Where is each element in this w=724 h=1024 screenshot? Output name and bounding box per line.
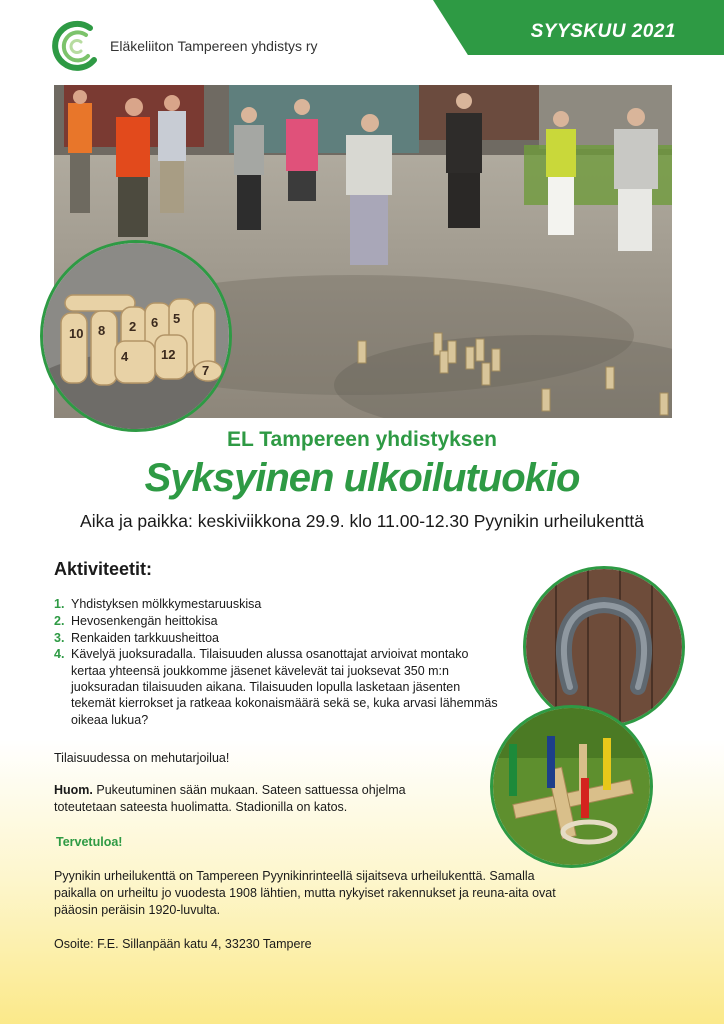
svg-text:2: 2 (129, 319, 137, 334)
svg-text:5: 5 (173, 311, 181, 326)
activity-item (54, 596, 504, 612)
svg-text:6: 6 (151, 315, 159, 330)
note-text: Pukeutuminen sään mukaan. Sateen sattuessa ohjelma toteutetaan sateesta huolimatta. Stadionilla on katos. (54, 783, 406, 814)
activity-number: 2. (54, 613, 65, 628)
date-banner-text: SYYSKUU 2021 (530, 21, 676, 42)
organization-name: Eläkeliiton Tampereen yhdistys ry (110, 38, 318, 54)
svg-text:10: 10 (69, 326, 84, 341)
svg-text:8: 8 (98, 323, 106, 338)
activities-list (54, 596, 504, 728)
welcome-text: Tervetuloa! (56, 835, 123, 849)
svg-text:7: 7 (202, 363, 210, 378)
activity-text: Yhdistyksen mölkkymestaruuskisa (71, 597, 262, 611)
molkky-pins-photo (40, 240, 232, 432)
event-subheading: EL Tampereen yhdistyksen (227, 428, 497, 451)
note-label: Huom. (54, 783, 93, 797)
stadium-description: Pyynikin urheilukenttä on Tampereen Pyynikinrinteellä sijaitseva urheilukenttä. Samalla paikalla on urheiltu jo vuodesta 1908 lähtien, mutta nykyiset rakennukset ja reuna-aita ovat pääosin peräisin 1920-luvulta. (54, 869, 556, 917)
activity-number: 1. (54, 597, 65, 611)
svg-text:12: 12 (161, 347, 176, 362)
event-title: Syksyinen ulkoilutuokio (144, 456, 580, 500)
activity-text: Kävelyä juoksuradalla. Tilaisuuden alussa osanottajat arvioivat montako kertaa yhteensä joukkomme jäsenet kävelevät tai juoksevat 350 m:n juoksuradan tilaisuuden aikana. Tilaisuuden lopulla lasketaan jäsenten tekemät kierrokset ja ratkeaa kokonaismäärä sekä se, kuka arvasi lähemmäs oikeaa lukua? (71, 647, 498, 727)
activity-text: Hevosenkengän heittokisa (71, 613, 218, 628)
activity-text: Renkaiden tarkkuusheittoa (71, 630, 220, 645)
address-text: Osoite: F.E. Sillanpään katu 4, 33230 Tampere (54, 937, 312, 951)
refreshments-note: Tilaisuudessa on mehutarjoilua! (54, 751, 230, 765)
activity-number: 3. (54, 630, 65, 645)
activity-item (54, 630, 504, 646)
weather-note (54, 782, 454, 816)
activity-item (54, 646, 504, 727)
activity-number: 4. (54, 647, 65, 662)
horseshoe-photo (523, 566, 685, 728)
activities-heading: Aktiviteetit: (54, 559, 153, 579)
organization-logo (50, 20, 102, 72)
event-time-place: Aika ja paikka: keskiviikkona 29.9. klo 11.00-12.30 Pyynikin urheilukenttä (80, 511, 644, 531)
ring-toss-photo (490, 705, 653, 868)
activity-item (54, 613, 504, 629)
svg-text:4: 4 (121, 349, 129, 364)
